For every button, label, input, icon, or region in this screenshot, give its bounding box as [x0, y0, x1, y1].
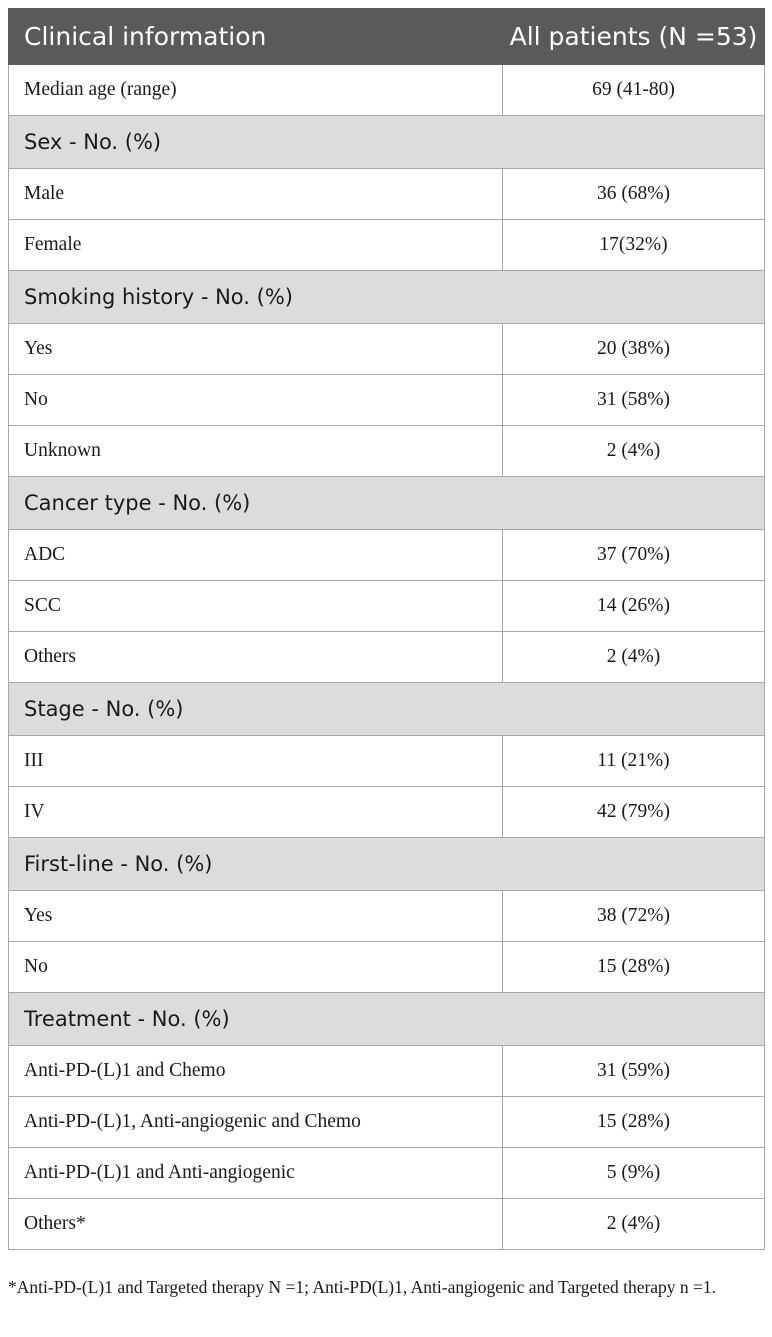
section-label: Stage - No. (%): [9, 683, 765, 736]
table-row: [9, 632, 765, 683]
section-row: [9, 116, 765, 169]
table-row: [9, 530, 765, 581]
row-label: No: [9, 942, 503, 993]
section-row: [9, 683, 765, 736]
row-label: Unknown: [9, 426, 503, 477]
row-value: 2 (4%): [503, 426, 765, 477]
row-value: 2 (4%): [503, 632, 765, 683]
header-clinical-information: Clinical information: [9, 9, 503, 65]
section-label: Treatment - No. (%): [9, 993, 765, 1046]
row-value: 37 (70%): [503, 530, 765, 581]
row-label: III: [9, 736, 503, 787]
row-label: Others*: [9, 1199, 503, 1250]
section-label: Sex - No. (%): [9, 116, 765, 169]
table-row: [9, 1199, 765, 1250]
table-row: [9, 787, 765, 838]
table-row: [9, 942, 765, 993]
table-row: [9, 1046, 765, 1097]
section-row: [9, 271, 765, 324]
row-label: Anti-PD-(L)1, Anti-angiogenic and Chemo: [9, 1097, 503, 1148]
row-value: 5 (9%): [503, 1148, 765, 1199]
table-body: [9, 65, 765, 1250]
row-label: No: [9, 375, 503, 426]
row-value: 20 (38%): [503, 324, 765, 375]
row-label: Anti-PD-(L)1 and Chemo: [9, 1046, 503, 1097]
header-all-patients: All patients (N =53): [503, 9, 765, 65]
row-value: 15 (28%): [503, 942, 765, 993]
row-label: Others: [9, 632, 503, 683]
table-row: [9, 581, 765, 632]
row-label: SCC: [9, 581, 503, 632]
table-row: [9, 324, 765, 375]
row-label: Anti-PD-(L)1 and Anti-angiogenic: [9, 1148, 503, 1199]
table-row: [9, 1148, 765, 1199]
row-label: Female: [9, 220, 503, 271]
row-value: 31 (59%): [503, 1046, 765, 1097]
row-label: Male: [9, 169, 503, 220]
row-value: 38 (72%): [503, 891, 765, 942]
table-row: [9, 736, 765, 787]
table-row: [9, 65, 765, 116]
section-label: First-line - No. (%): [9, 838, 765, 891]
row-value: 17(32%): [503, 220, 765, 271]
section-row: [9, 477, 765, 530]
row-value: 31 (58%): [503, 375, 765, 426]
row-value: 15 (28%): [503, 1097, 765, 1148]
row-value: 11 (21%): [503, 736, 765, 787]
table-row: [9, 1097, 765, 1148]
table-row: [9, 375, 765, 426]
section-row: [9, 993, 765, 1046]
table-row: [9, 426, 765, 477]
row-value: 36 (68%): [503, 169, 765, 220]
row-value: 2 (4%): [503, 1199, 765, 1250]
row-label: ADC: [9, 530, 503, 581]
section-row: [9, 838, 765, 891]
section-label: Smoking history - No. (%): [9, 271, 765, 324]
row-label: Median age (range): [9, 65, 503, 116]
row-value: 14 (26%): [503, 581, 765, 632]
table-row: [9, 891, 765, 942]
row-label: IV: [9, 787, 503, 838]
row-label: Yes: [9, 891, 503, 942]
table-row: [9, 220, 765, 271]
row-label: Yes: [9, 324, 503, 375]
section-label: Cancer type - No. (%): [9, 477, 765, 530]
row-value: 69 (41-80): [503, 65, 765, 116]
table-row: [9, 169, 765, 220]
row-value: 42 (79%): [503, 787, 765, 838]
clinical-table-container: [8, 8, 764, 1250]
table-footnote: *Anti-PD-(L)1 and Targeted therapy N =1; Anti-PD(L)1, Anti-angiogenic and Targeted therapy n =1.: [8, 1277, 717, 1297]
table-header-row: [9, 9, 765, 65]
clinical-characteristics-table: [8, 8, 765, 1250]
